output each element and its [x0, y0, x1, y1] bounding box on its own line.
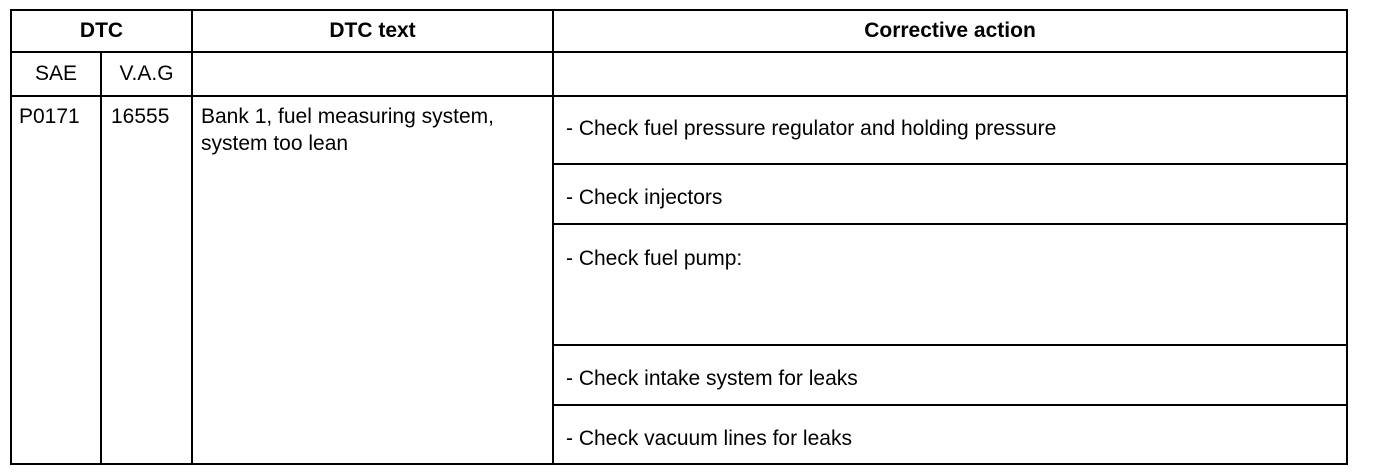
- table-border-right: [1346, 9, 1348, 465]
- table-border-bottom: [10, 463, 1348, 465]
- row-sae-code: P0171: [19, 105, 80, 128]
- row-dtc-text-line1: Bank 1, fuel measuring system,: [201, 105, 494, 128]
- table-border-top: [10, 9, 1348, 11]
- action-item: - Check fuel pressure regulator and holding pressure: [566, 117, 1057, 140]
- action-divider-1: [553, 163, 1348, 165]
- action-item: - Check fuel pump:: [566, 247, 743, 270]
- action-item: - Check injectors: [566, 186, 723, 209]
- subheader-sae: SAE: [34, 62, 78, 85]
- row-dtc-text-line2: system too lean: [201, 132, 349, 155]
- action-divider-left: [552, 9, 554, 465]
- header-divider: [10, 51, 1348, 53]
- action-item: - Check vacuum lines for leaks: [566, 427, 852, 450]
- header-dtc-text: DTC text: [329, 19, 416, 42]
- action-divider-2: [553, 223, 1348, 225]
- action-item: - Check intake system for leaks: [566, 367, 858, 390]
- action-divider-4: [553, 404, 1348, 406]
- header-dtc: DTC: [79, 19, 124, 42]
- subheader-divider: [10, 95, 1348, 97]
- header-corrective-action: Corrective action: [864, 19, 1036, 42]
- dtc-text-divider: [191, 9, 193, 465]
- sae-vag-divider: [100, 51, 102, 465]
- row-vag-code: 16555: [111, 105, 170, 128]
- subheader-vag: V.A.G: [119, 62, 174, 85]
- action-divider-3: [553, 344, 1348, 346]
